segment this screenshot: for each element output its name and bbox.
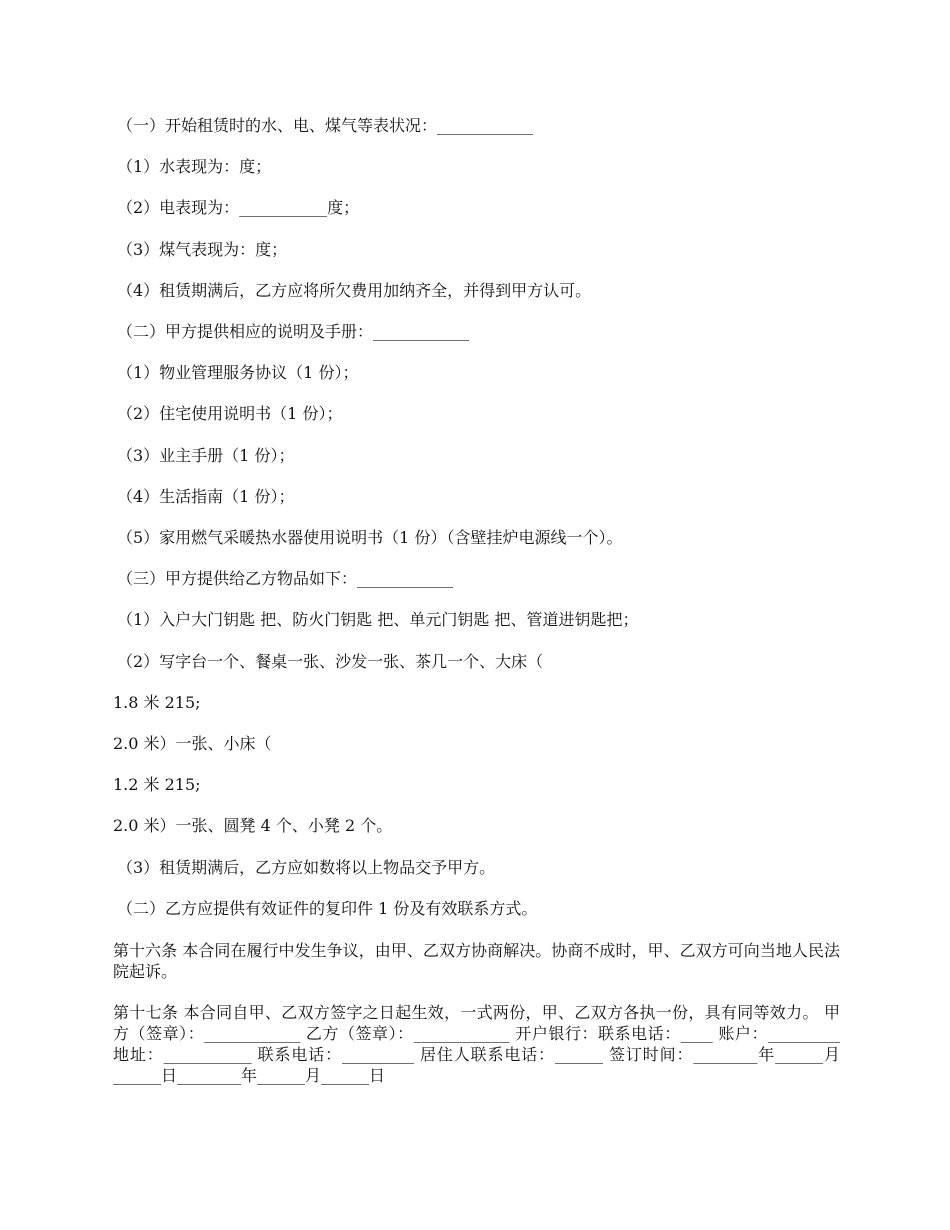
furniture-line-cont-4: 2.0 米）一张、圆凳 4 个、小凳 2 个。 xyxy=(113,816,393,835)
article-16: 第十六条 本合同在履行中发生争议，由甲、乙双方协商解决。协商不成时，甲、乙双方可向当地人民法院起诉。 xyxy=(113,941,840,981)
gas-meter-line: （3）煤气表现为：度； xyxy=(117,240,288,259)
items-return-line: （3）租赁期满后，乙方应如数将以上物品交予甲方。 xyxy=(117,858,496,877)
manual-item-3: （3）业主手册（1 份）； xyxy=(117,446,295,465)
water-meter-line: （1）水表现为：度； xyxy=(117,157,272,176)
furniture-line: （2）写字台一个、餐桌一张、沙发一张、茶几一个、大床（ xyxy=(117,652,544,671)
furniture-line-cont-2: 2.0 米）一张、小床（ xyxy=(113,734,272,753)
manuals-heading: （二）甲方提供相应的说明及手册：____________ xyxy=(117,322,470,341)
electric-meter-line: （2）电表现为：___________度； xyxy=(117,198,360,217)
manual-item-2: （2）住宅使用说明书（1 份）； xyxy=(117,404,343,423)
tenant-documents-line: （二）乙方应提供有效证件的复印件 1 份及有效联系方式。 xyxy=(117,899,538,918)
furniture-line-cont-3: 1.2 米 215; xyxy=(113,775,201,794)
manual-item-1: （1）物业管理服务协议（1 份）； xyxy=(117,363,359,382)
manual-item-5: （5）家用燃气采暖热水器使用说明书（1 份）（含壁挂炉电源线一个）。 xyxy=(117,528,623,547)
keys-line: （1）入户大门钥匙 把、防火门钥匙 把、单元门钥匙 把、管道进钥匙把； xyxy=(117,610,639,629)
fees-settlement-line: （4）租赁期满后，乙方应将所欠费用加纳齐全，并得到甲方认可。 xyxy=(117,281,592,300)
items-heading: （三）甲方提供给乙方物品如下：____________ xyxy=(117,569,454,588)
meter-status-heading: （一）开始租赁时的水、电、煤气等表状况：____________ xyxy=(117,116,534,135)
article-17: 第十七条 本合同自甲、乙双方签字之日起生效，一式两份，甲、乙双方各执一份，具有同等效力。 甲 方（签章）：____________ 乙方（签章）：____________ 开户银行：联系电话：____ 账户：_________ 地址：___________ 联系电话：_________ 居住人联系电话：______ 签订时间：________年______月______日________年______月______日 xyxy=(113,1003,840,1085)
manual-item-4: （4）生活指南（1 份）； xyxy=(117,487,295,506)
furniture-line-cont-1: 1.8 米 215; xyxy=(113,693,201,712)
